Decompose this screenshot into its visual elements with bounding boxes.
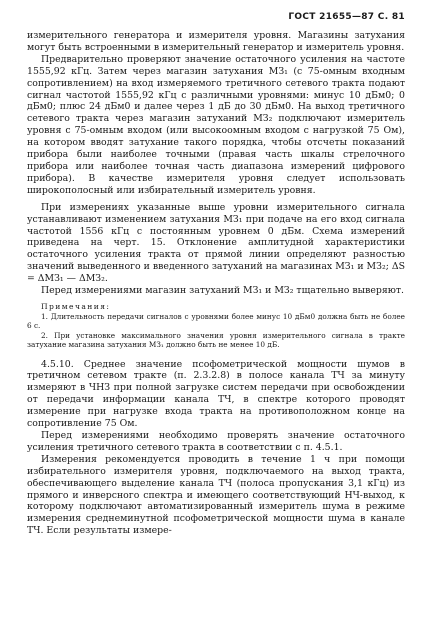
paragraph-before-measurements: Перед измерениями необходимо проверять значение остаточного усиления третичного сетевого тракта в соответствии с п. 4.5.1. [27,430,405,453]
notes-title: Примечания: [41,301,111,311]
paragraph-measurement-levels: При измерениях указанные выше уровни измерительного сигнала устанавливают изменением затухания МЗ₁ при подаче на его вход сигнала частотой 1556 кГц с постоянным уровнем 0 дБм. Схема измерений приведена на черт. 15. Отклонение амплитудной характеристики остаточного усиления тракта от прямой линии определяют разностью значений выведенного и введенного затуханий на магазинах МЗ₁ и МЗ₂; ΔS = ΔМЗ₁ — ΔМЗ₂. [27,201,405,285]
paragraph-section-4-5-10: 4.5.10. Среднее значение псофометрической мощности шумов в третичном сетевом тракте (п. 2.3.2.8) в полосе канала ТЧ за минуту измеряют в ЧНЗ при полной загрузке систем передачи при освобождении от передачи информации канала ТЧ, в спектре которого проводят измерение при нагрузке входа тракта на противоположном конце на сопротивление 75 Ом. [27,358,405,430]
paragraph-measurement-recommendation: Измерения рекомендуется проводить в течение 1 ч при помощи избирательного измерителя уровня, подключаемого на выход тракта, обеспечивающего выделение канала ТЧ (полоса пропускания 3,1 кГц) из прямого и инверсного спектра и имеющего соответствующий НЧ-выход, к которому подключают автоматизированный измеритель шума в режиме измерения среднеминутной псофометрической мощности шума в канале ТЧ. Если результаты измере- [27,453,405,537]
document-page [27,10,405,634]
paragraph-preliminary-check: Предварительно проверяют значение остаточного усиления на частоте 1555,92 кГц. Затем через магазин затухания МЗ₁ (с 75-омным входным сопротивлением) на вход измеряемого третичного сетевого тракта подают сигнал частотой 1555,92 кГц с различными уровнями: минус 10 дБм0; 0 дБм0; плюс 24 дБм0 и далее через 1 дБ до 30 дБм0. На выход третичного сетевого тракта через магазин затуханий МЗ₂ подключают измеритель уровня с 75-омным входом (или высокоомным входом с нагрузкой 75 Ом), на котором вводят затухание такого порядка, чтобы отсчеты показаний прибора были наиболее точными (правая часть шкалы стрелочного прибора или наиболее точная часть диапазона измерений цифрового прибора). В качестве измерителя уровня следует использовать широкополосный или избирательный измеритель уровня. [27,53,405,196]
paragraph-attenuator-calibration: Перед измерениями магазин затуханий МЗ₁ и МЗ₂ тщательно выверяют. [41,285,405,297]
note-item-2: 2. При установке максимального значения уровня измерительного сигнала в тракте затухание магазина затухания МЗ₁ должно быть не менее 10 дБ. [27,330,405,350]
paragraph-continuation: измерительного генератора и измерителя уровня. Магазины затухания могут быть встроенными в измерительный генератор и измеритель уровня. [27,30,405,53]
page-header: ГОСТ 21655—87 С. 81 [288,12,405,22]
note-item-1: 1. Длительность передачи сигналов с уровнями более минус 10 дБм0 должна быть не более 6 с. [27,311,405,331]
